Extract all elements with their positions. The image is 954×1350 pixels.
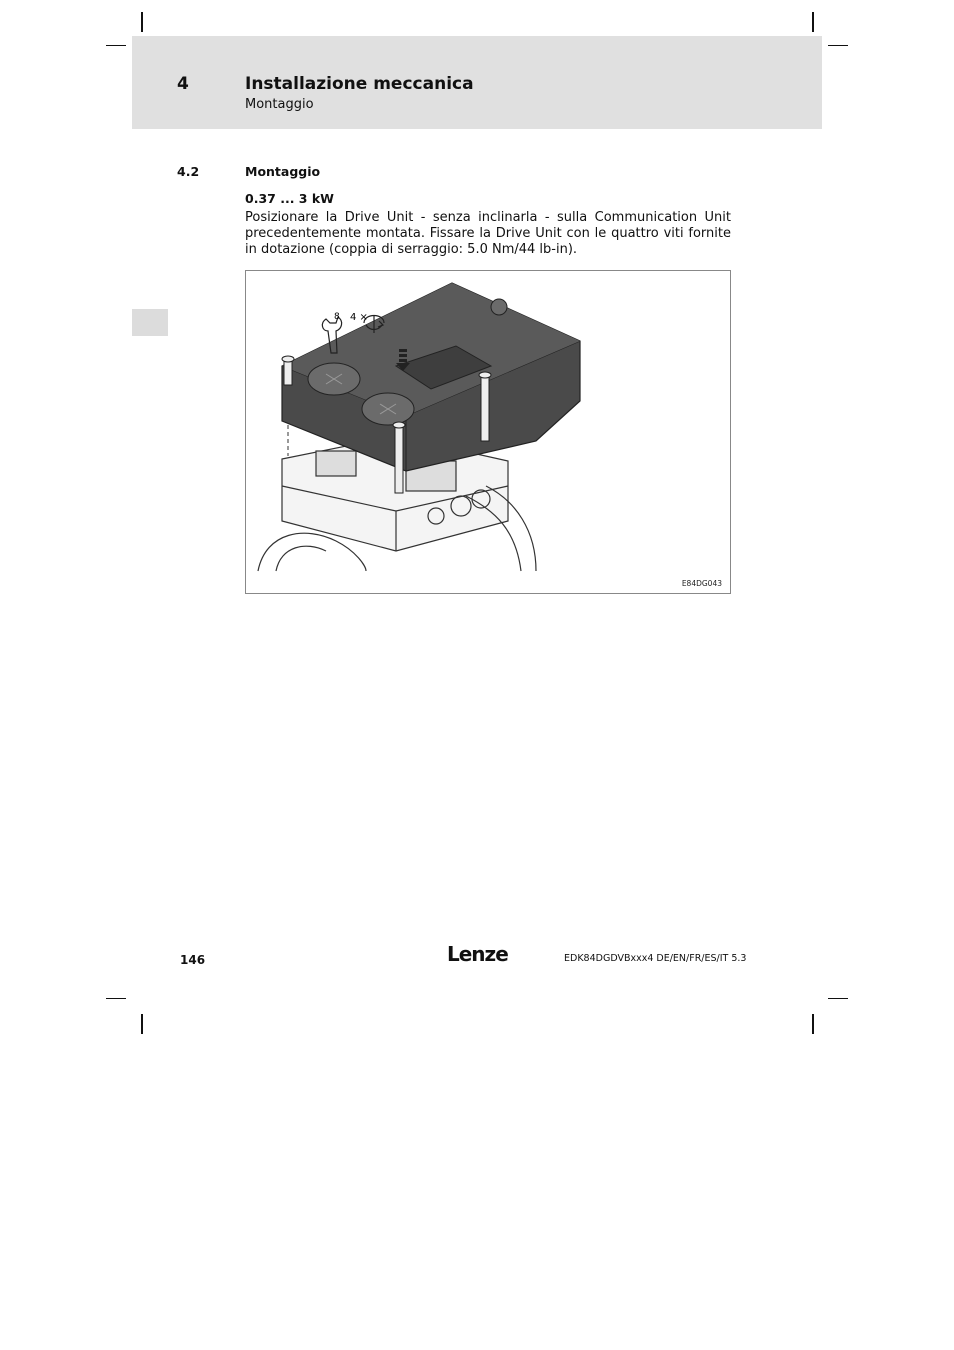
figure-id: E84DG043 [681, 579, 722, 588]
crop-mark [828, 45, 848, 46]
power-range-heading: 0.37 ... 3 kW [245, 191, 334, 206]
section-title: Montaggio [245, 164, 321, 179]
lenze-logo: Lenze [447, 942, 508, 966]
chapter-side-tab [132, 309, 168, 336]
crop-mark [141, 1014, 143, 1034]
mounting-figure [245, 270, 731, 594]
page-number: 146 [180, 953, 206, 967]
crop-mark [141, 12, 143, 32]
crop-mark [106, 45, 126, 46]
crop-mark [828, 998, 848, 999]
crop-mark [106, 998, 126, 999]
document-code: EDK84DGDVBxxx4 DE/EN/FR/ES/IT 5.3 [564, 953, 747, 964]
drive-unit-illustration [246, 271, 732, 595]
chapter-title: Installazione meccanica [245, 74, 474, 94]
drive-unit-cover-drawing [282, 283, 580, 471]
chapter-header-band [132, 36, 822, 129]
crop-mark [812, 12, 814, 32]
chapter-number: 4 [177, 74, 189, 94]
wrench-size-label: 8 [334, 312, 340, 322]
instruction-paragraph: Posizionare la Drive Unit - senza inclinarla - sulla Communication Unit precedentemente montata. Fissare la Drive Unit con le quattro viti fornite in dotazione (coppia di serraggio: 5.0 Nm/44 lb-in). [245, 210, 731, 257]
section-number: 4.2 [177, 164, 200, 179]
crop-mark [812, 1014, 814, 1034]
screw-count-label: 4 × [350, 312, 368, 323]
chapter-subtitle: Montaggio [245, 97, 314, 112]
